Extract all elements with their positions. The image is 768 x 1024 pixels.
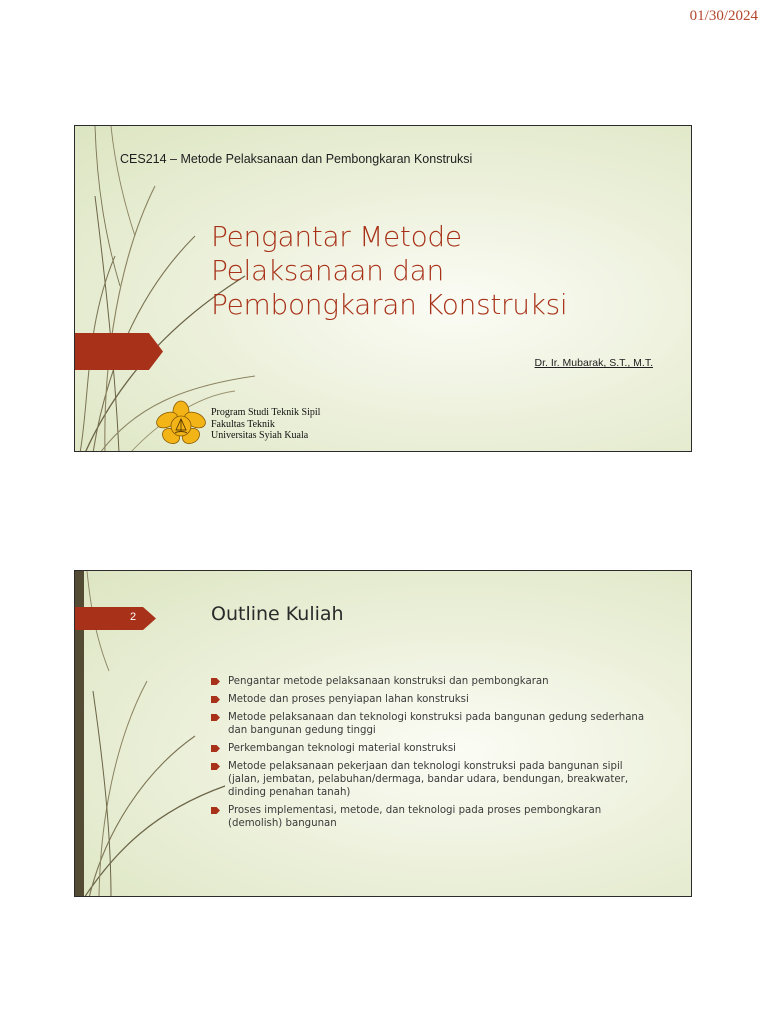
institution-line: Program Studi Teknik Sipil bbox=[211, 407, 321, 418]
course-header: CES214 – Metode Pelaksanaan dan Pembongkaran Konstruksi bbox=[120, 152, 473, 166]
title-line: Pelaksanaan dan bbox=[211, 254, 444, 287]
arrow-bullet-icon bbox=[211, 763, 220, 770]
title-line: Pembongkaran Konstruksi bbox=[211, 288, 568, 321]
slide-1 bbox=[74, 125, 692, 452]
slide-title bbox=[211, 220, 651, 322]
list-item bbox=[211, 742, 651, 755]
list-item-text: Perkembangan teknologi material konstruksi bbox=[228, 743, 456, 754]
title-arrow-tab bbox=[75, 333, 163, 370]
arrow-bullet-icon bbox=[211, 745, 220, 752]
arrow-bullet-icon bbox=[211, 807, 220, 814]
institution-line: Fakultas Teknik bbox=[211, 418, 275, 430]
institution-line: Universitas Syiah Kuala bbox=[211, 430, 309, 441]
bullet-list bbox=[211, 675, 651, 835]
slide-title: Outline Kuliah bbox=[211, 603, 344, 625]
arrow-bullet-icon bbox=[211, 714, 220, 721]
arrow-bullet-icon bbox=[211, 696, 220, 703]
list-item bbox=[211, 711, 651, 737]
university-emblem-icon bbox=[155, 400, 207, 448]
title-line: Pengantar Metode bbox=[211, 220, 462, 253]
list-item-text: Proses implementasi, metode, dan teknologi pada proses pembongkaran (demolish) bangunan bbox=[228, 805, 602, 829]
slide-2 bbox=[74, 570, 692, 897]
list-item-text: Metode dan proses penyiapan lahan konstruksi bbox=[228, 694, 469, 705]
list-item-text: Metode pelaksanaan pekerjaan dan teknologi konstruksi pada bangunan sipil (jalan, jembatan, pelabuhan/dermaga, bandar udara, bendungan, breakwater, dinding penahan tanah) bbox=[228, 761, 629, 798]
institution-block bbox=[211, 407, 320, 442]
arrow-bullet-icon bbox=[211, 678, 220, 685]
list-item bbox=[211, 760, 651, 799]
list-item bbox=[211, 675, 651, 688]
list-item bbox=[211, 804, 651, 830]
slide-number-tab bbox=[75, 607, 156, 630]
list-item bbox=[211, 693, 651, 706]
list-item-text: Pengantar metode pelaksanaan konstruksi dan pembongkaran bbox=[228, 676, 549, 687]
author-name: Dr. Ir. Mubarak, S.T., M.T. bbox=[534, 357, 653, 369]
slide-number: 2 bbox=[130, 611, 137, 623]
list-item-text: Metode pelaksanaan dan teknologi konstruksi pada bangunan gedung sederhana dan bangunan gedung tinggi bbox=[228, 712, 645, 736]
print-date: 01/30/2024 bbox=[689, 8, 758, 24]
